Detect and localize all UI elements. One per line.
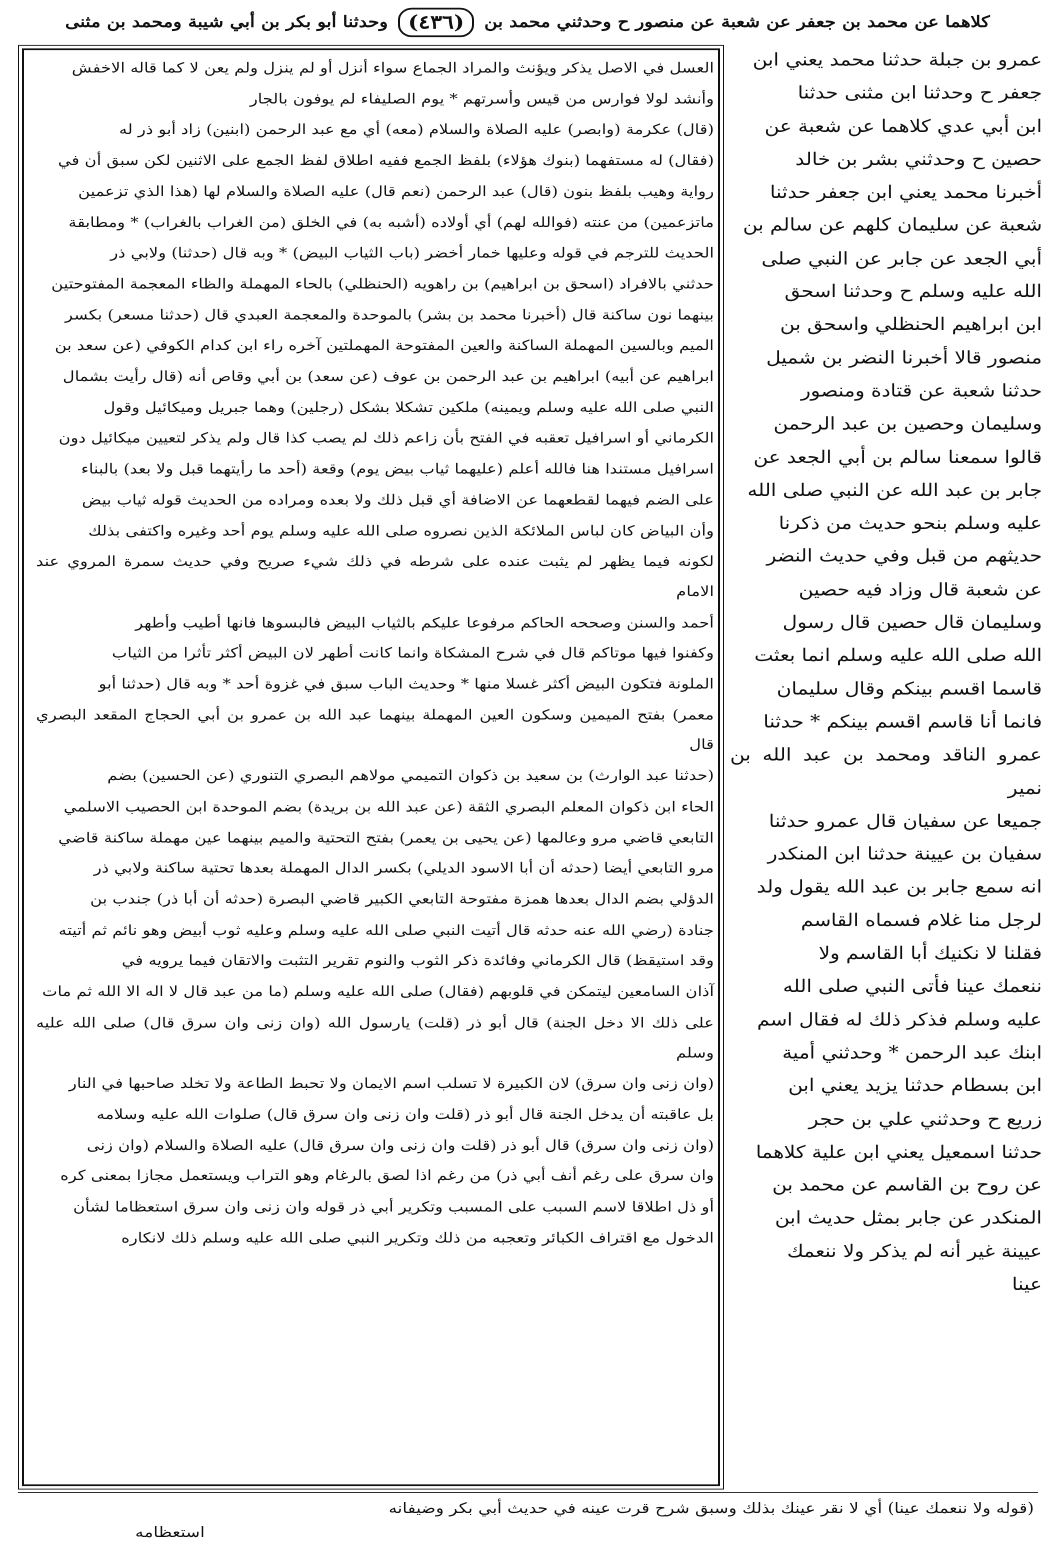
main-text-line: وسليمان قال حصين قال رسول [782,611,1042,633]
commentary-line: الدخول مع اقتراف الكبائر وتعجبه من ذلك وتكرير النبي صلى الله عليه وسلم ذلك لانكاره [121,1229,714,1246]
main-text-line: زريع ح وحدثني علي بن حجر [808,1108,1042,1129]
commentary-line: معمر) بفتح الميمين وسكون العين المهملة بينهما عبد الله بن عمرو بن أبي الحجاج المقعد البصري قال [36,706,714,753]
main-text-line: المنكدر عن جابر بمثل حديث ابن [774,1207,1042,1229]
main-text-line: قالوا سمعنا سالم بن أبي الجعد عن [753,446,1042,468]
commentary-line: الحديث للترجم في قوله وعليها خمار أخضر (باب الثياب البيض) * وبه قال (حدثنا) ولابي ذر [110,244,714,262]
catchword: استعظامه [135,1524,205,1542]
main-text-column [730,43,1042,1495]
page-number: (٤٣٦) [398,8,474,37]
main-text-line: عليه وسلم فذكر ذلك له فقال اسم [756,1008,1042,1030]
commentary-line: النبي صلى الله عليه وسلم ويمينه) ملكين تشكلا بشكل (رجلين) وهما جبريل وميكائيل وقول [103,398,714,416]
main-text-line: حدثنا شعبة عن قتادة ومنصور [800,380,1042,401]
main-text-line: ننعمك عينا فأتى النبي صلى الله [782,975,1042,997]
main-text-line: أخبرنا محمد يعني ابن جعفر حدثنا [769,181,1042,203]
commentary-line: مرو التابعي أيضا (حدثه أن أبا الاسود الديلي) بكسر الدال المهملة بعدها تحتية ساكنة ولابي ذر [93,859,714,877]
commentary-line: أحمد والسنن وصححه الحاكم مرفوعا عليكم بالثياب البيض فالبسوها فانها أطيب وأطهر [135,614,714,631]
main-text-line: منصور قالا أخبرنا النضر بن شميل [766,347,1042,368]
commentary-line: على ذلك الا دخل الجنة) قال أبو ذر (قلت) يارسول الله (وان زنى وان سرق قال) صلى الله عليه وسلم [36,1014,714,1061]
running-header [20,3,1035,41]
main-text-line: فانما أنا قاسم اقسم بينكم * حدثنا [763,711,1042,732]
main-text-line: حدثنا اسمعيل يعني ابن علية كلاهما [755,1141,1042,1162]
main-text-line: حديثهم من قبل وفي حديث النضر [766,545,1042,567]
commentary-column [32,54,718,1488]
commentary-line: أو ذل اطلاقا لاسم السبب على المسبب وتكرير أبي ذر قوله وان زنى وان سرق استعظاما لشأن [73,1198,714,1215]
commentary-line: الحاء ابن ذكوان المعلم البصري الثقة (عن عبد الله بن بريدة) بضم الموحدة ابن الحصيب الاسلمي [63,798,714,815]
commentary-line: آذان السامعين ليتمكن في قلوبهم (فقال) صلى الله عليه وسلم (ما من عبد قال لا اله الا الله ثم مات [42,983,714,1000]
commentary-line: (فقال) له مستفهما (بنوك هؤلاء) بلفظ الجمع ففيه اطلاق لفظ الجمع على الاثنين لكن سبق أن في [57,152,714,169]
main-text-line: ابن ابراهيم الحنظلي واسحق بن [779,313,1042,335]
commentary-line: (وان زنى وان سرق) قال أبو ذر (قلت وان زنى وان سرق قال) عليه الصلاة والسلام (وان زنى [86,1136,714,1154]
footnote: (قوله ولا ننعمك عينا) أي لا نقر عينك بذلك وسبق شرح قرت عينه في حديث أبي بكر وضيفانه [388,1499,1034,1518]
main-text-line: وسليمان وحصين بن عبد الرحمن [773,413,1042,434]
main-text-line: عينا [1011,1273,1042,1295]
commentary-line: ابراهيم عن أبيه) ابراهيم بن عبد الرحمن بن عوف (عن سعد) بن أبي وقاص أنه (قال رأيت بشمال [62,368,714,385]
main-text-line: عيينة غير أنه لم يذكر ولا ننعمك [786,1240,1042,1262]
main-text-line: شعبة عن سليمان كلهم عن سالم بن [742,214,1042,236]
header-left-text: كلاهما عن محمد بن جعفر عن شعبة عن منصور ح وحدثني محمد بن [484,12,990,32]
main-text-line: جميعا عن سفيان قال عمرو حدثنا [768,810,1042,832]
main-text-line: سفيان بن عيينة حدثنا ابن المنكدر [767,843,1042,865]
commentary-line: وقد استيقظ) قال الكرماني وفائدة ذكر الثوب والنوم تقرير التثبت والاتقان فيما يرويه في [121,952,714,969]
main-text-line: الله عليه وسلم ح وحدثنا اسحق [784,280,1042,302]
commentary-line: (قال) عكرمة (وابصر) عليه الصلاة والسلام (معه) أي مع عبد الرحمن (ابنين) زاد أبو ذر له [118,121,714,138]
main-text-line: لرجل منا غلام فسماه القاسم [800,909,1042,931]
commentary-line: بينهما نون ساكنة قال (أخبرنا محمد بن بشر) بالموحدة والمعجمة العبدي قال (حدثنا مسعر) بكسر [65,306,714,323]
footnote-divider [18,1492,1038,1493]
header-right-text: وحدثنا أبو بكر بن أبي شيبة ومحمد بن مثنى [65,12,388,32]
main-text-line: فقلنا لا نكنيك أبا القاسم ولا [818,942,1042,964]
commentary-line: بل عاقبته أن يدخل الجنة قال أبو ذر (قلت وان زنى وان سرق قال) صلوات الله عليه وسلامه [96,1105,714,1123]
commentary-line: التابعي قاضي مرو وعالمها (عن يحيى بن يعمر) بفتح التحتية والميم بينهما عين مهملة ساكنة قاضي [58,829,714,846]
main-text-line: أبي الجعد عن جابر عن النبي صلى [761,247,1042,269]
commentary-line: (حدثنا عبد الوارث) بن سعيد بن ذكوان التميمي مولاهم البصري التنوري (عن الحسين) بضم [107,767,714,784]
commentary-line: وان سرق على رغم أنف أبي ذر) من رغم اذا لصق بالرغام وهو التراب ويستعمل مجازا بمعنى كره [60,1167,714,1184]
main-text-line: عن روح بن القاسم عن محمد بن [772,1174,1042,1195]
commentary-line: على الضم فيهما لقطعهما عن الاضافة أي قبل ذلك ولا بعده ومراده من الحديث قوله ثياب بيض [81,491,714,508]
commentary-line: اسرافيل مستندا هنا فالله أعلم (عليهما ثياب بيض يوم) وقعة (أحد ما رأيتهما قبل ولا بعد) بالبناء [81,460,714,478]
commentary-line: وأن البياض كان لباس الملائكة الذين نصروه صلى الله عليه وسلم يوم أحد وغيره واكتفى بذلك [88,522,714,539]
commentary-line: الملونة فتكون البيض أكثر غسلا منها * وحديث الباب سبق في غزوة أحد * وبه قال (حدثنا أبو [98,675,714,693]
commentary-line: (وان زنى وان سرق) لان الكبيرة لا تسلب اسم الايمان ولا تحبط الطاعة ولا تخلد صاحبها في النار [68,1074,714,1092]
commentary-line: وكفنوا فيها موتاكم قال في شرح المشكاة وانما كانت أطهر لان البيض أكثر تأثرا من الثياب [111,644,714,662]
main-text-line: انه سمع جابر بن عبد الله يقول ولد [756,876,1042,898]
main-text-line: ابنك عبد الرحمن * وحدثني أمية [782,1041,1042,1063]
main-text-line: قاسما اقسم بينكم وقال سليمان [776,677,1042,699]
main-text-line: جعفر ح وحدثنا ابن مثنى حدثنا [797,82,1042,104]
commentary-line: حدثني بالافراد (اسحق بن ابراهيم) بن راهويه (الحنظلي) بالحاء المهملة والظاء المعجمة المفتوحتين [51,275,714,292]
main-text-line: عليه وسلم بنحو حديث من ذكرنا [778,512,1042,534]
main-text-line: عمرو بن جبلة حدثنا محمد يعني ابن [752,49,1042,70]
main-text-line: عمرو الناقد ومحمد بن عبد الله بن نمير [730,744,1042,798]
commentary-line: الكرماني أو اسرافيل تعقبه في الفتح بأن زاعم ذلك لم يصب كذا قال ولم يذكر لتعيين ميكائيل دون [58,429,714,447]
main-text-line: جابر بن عبد الله عن النبي صلى الله [747,479,1042,501]
main-text-line: ابن أبي عدي كلاهما عن شعبة عن [764,115,1042,137]
commentary-line: الدؤلي بضم الدال بعدها همزة مفتوحة التابعي الكبير قاضي البصرة (حدثه أن أبا ذر) جندب بن [90,890,714,908]
commentary-line: جنادة (رضي الله عنه حدثه قال أتيت النبي صلى الله عليه وسلم وعليه ثوب أبيض وهو نائم ثم أتيته [58,921,714,939]
commentary-line: ماتزعمين) من عنته (فوالله لهم) أي أولاده (أشبه به) في الخلق (من الغراب بالغراب) * ومطابقة [68,213,714,231]
main-text-line: ابن بسطام حدثنا يزيد يعني ابن [788,1074,1042,1096]
commentary-line: العسل في الاصل يذكر ويؤنث والمراد الجماع سواء أنزل أو لم ينزل ولم يعن لا كما قاله الاخفش [71,59,714,77]
commentary-line: وأنشد لولا فوارس من قيس وأسرتهم * يوم الصليفاء لم يوفون بالجار [249,90,714,107]
commentary-line: رواية وهيب بلفظ بنون (قال) عبد الرحمن (نعم قال) عليه الصلاة والسلام لها (هذا الذي تزعمين [78,183,714,200]
commentary-line: لكونه فيما يظهر لم يثبت عنده على شرطه في ذلك شيء صريح وفي حديث سمرة المروي عند الامام [36,553,714,600]
main-text-line: الله صلى الله عليه وسلم انما بعثت [754,644,1042,666]
main-text-line: عن شعبة قال وزاد فيه حصين [798,578,1042,600]
commentary-line: الميم وبالسين المهملة الساكنة والعين المفتوحة المهملتين آخره راء ابن كدام الكوفي (عن سعد بن [54,337,714,354]
main-text-line: حصين ح وحدثني بشر بن خالد [795,148,1042,170]
